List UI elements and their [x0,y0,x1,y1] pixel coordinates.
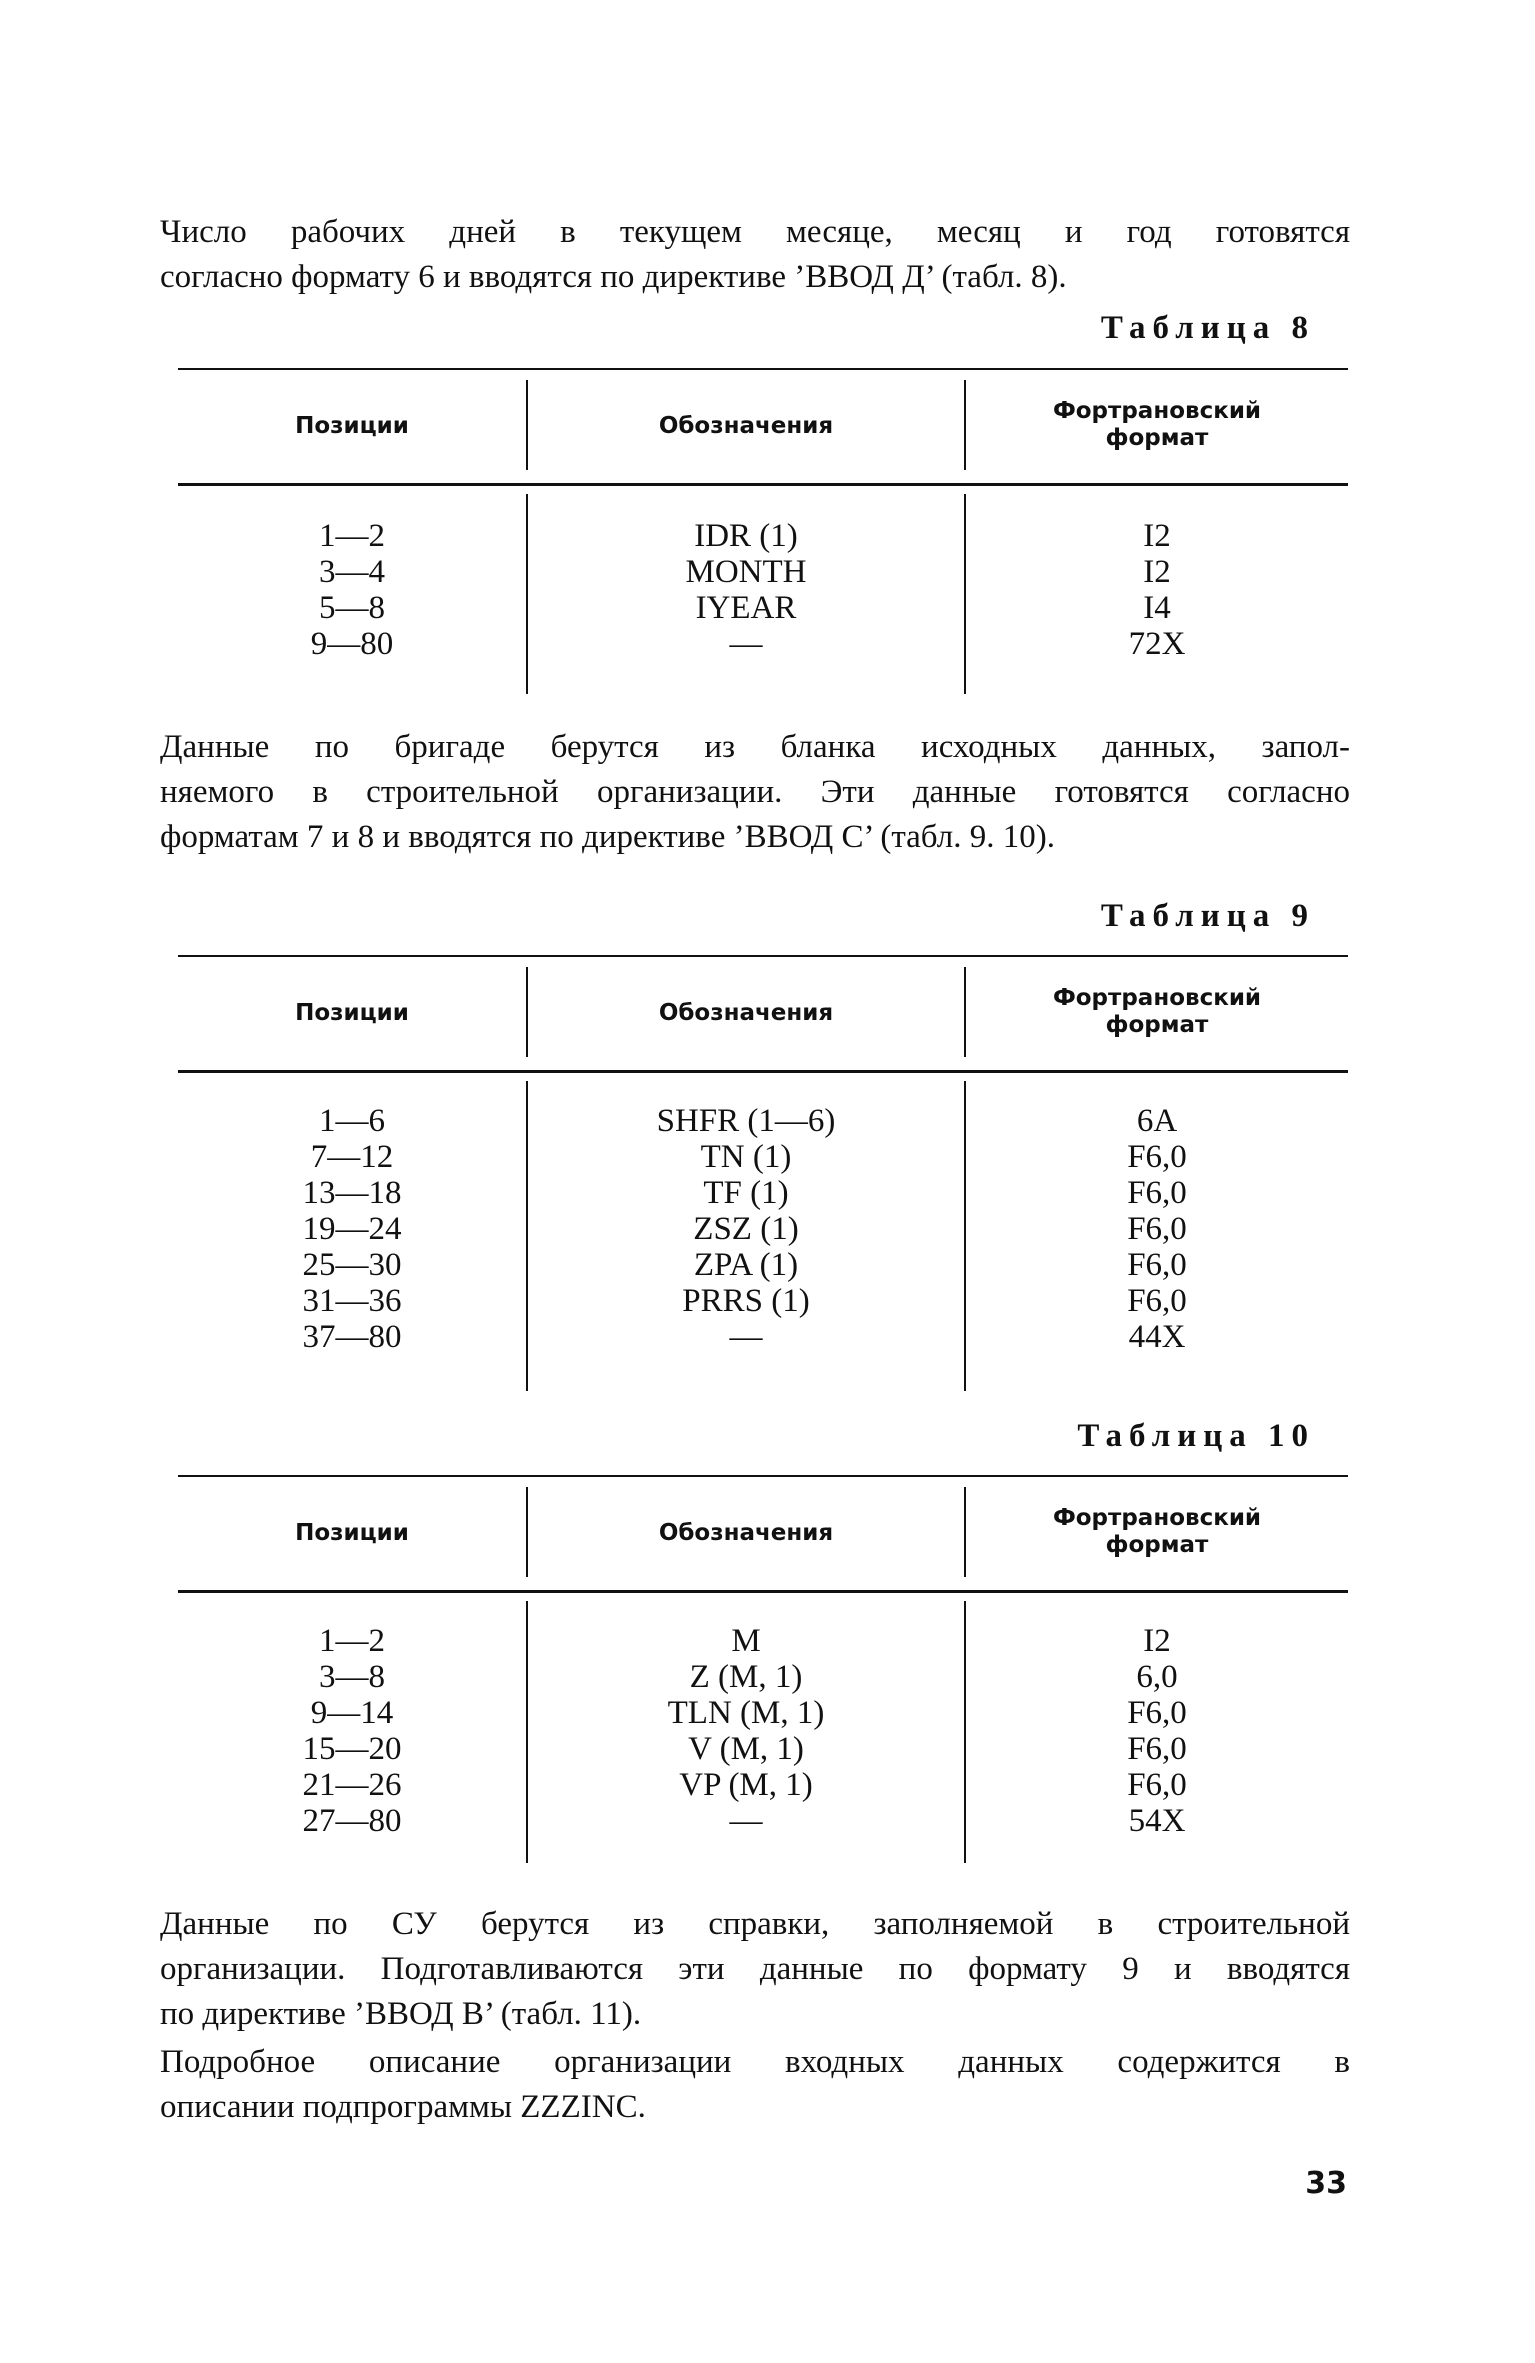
cell: 5—8 [319,590,385,626]
cell: I2 [1143,1623,1171,1659]
cell: ZSZ (1) [693,1211,799,1247]
cell: 72X [1128,626,1186,662]
header-format-line-1: Фортрановский [1052,1505,1262,1531]
cell: I4 [1143,590,1171,626]
cell: ZPA (1) [693,1247,799,1283]
cell: TN (1) [700,1139,792,1175]
column-format [966,1103,1348,1355]
header-positions: Позиции [295,1000,409,1026]
column-positions [178,1623,526,1839]
cell: TLN (M, 1) [667,1695,825,1731]
paragraph-2-line-1: Данные по бригаде берутся из бланка исходных данных, запол- [160,729,1350,765]
cell: 31—36 [302,1283,402,1319]
paragraph-3-line-1: Данные по СУ берутся из справки, заполняемой в строительной [160,1906,1350,1942]
header-format [966,1505,1348,1559]
cell: I2 [1143,554,1171,590]
column-positions [178,518,526,662]
header-format-line-2: формат [1105,425,1209,451]
cell: VP (M, 1) [679,1767,813,1803]
cell: 37—80 [302,1319,402,1355]
page-number: 33 [1305,2166,1347,2201]
column-designations [528,518,964,662]
paragraph-2-line-2: няемого в строительной организации. Эти данные готовятся согласно [160,774,1350,810]
header-format [966,398,1348,452]
header-format [966,985,1348,1039]
cell: 7—12 [310,1139,394,1175]
table-header-rule [178,1590,1348,1593]
table-header-rule [178,1070,1348,1073]
paragraph-2-line-3: форматам 7 и 8 и вводятся по директиве ’ВВОД С’ (табл. 9. 10). [160,819,1055,855]
header-format-line-2: формат [1105,1532,1209,1558]
cell: IYEAR [695,590,797,626]
paragraph-4-line-1: Подробное описание организации входных данных содержится в [160,2044,1350,2080]
table-9 [178,955,1348,1395]
cell: 6,0 [1136,1659,1178,1695]
cell: 44X [1128,1319,1186,1355]
cell: F6,0 [1127,1731,1187,1767]
cell: 1—6 [319,1103,385,1139]
table-top-rule [178,955,1348,957]
cell: F6,0 [1127,1211,1187,1247]
cell: SHFR (1—6) [656,1103,836,1139]
header-designations: Обозначения [658,1000,834,1026]
cell: 13—18 [302,1175,402,1211]
cell: F6,0 [1127,1247,1187,1283]
cell: 9—14 [310,1695,394,1731]
cell: M [731,1623,761,1659]
cell: F6,0 [1127,1767,1187,1803]
header-format-line-2: формат [1105,1012,1209,1038]
cell: — [729,626,763,662]
cell: 1—2 [319,518,385,554]
column-designations [528,1623,964,1839]
cell: TF (1) [703,1175,789,1211]
cell: MONTH [685,554,807,590]
cell: 19—24 [302,1211,402,1247]
cell: 9—80 [310,626,394,662]
paragraph-1-line-1: Число рабочих дней в текущем месяце, месяц и год готовятся [160,214,1350,250]
cell: V (M, 1) [688,1731,804,1767]
cell: 27—80 [302,1803,402,1839]
table-top-rule [178,1475,1348,1477]
header-positions: Позиции [295,1520,409,1546]
column-designations [528,1103,964,1355]
table-top-rule [178,368,1348,370]
cell: F6,0 [1127,1175,1187,1211]
table-8-caption: Таблица 8 [1100,310,1315,346]
header-format-line-1: Фортрановский [1052,398,1262,424]
cell: Z (M, 1) [689,1659,803,1695]
cell: 3—8 [319,1659,385,1695]
cell: 21—26 [302,1767,402,1803]
table-10 [178,1475,1348,1865]
cell: — [729,1803,763,1839]
cell: 15—20 [302,1731,402,1767]
paragraph-3-line-2: организации. Подготавливаются эти данные по формату 9 и вводятся [160,1951,1350,1987]
cell: I2 [1143,518,1171,554]
column-format [966,518,1348,662]
table-8 [178,368,1348,698]
cell: F6,0 [1127,1695,1187,1731]
paragraph-3-line-3: по директиве ’ВВОД В’ (табл. 11). [160,1996,642,2032]
cell: PRRS (1) [682,1283,810,1319]
column-format [966,1623,1348,1839]
cell: 25—30 [302,1247,402,1283]
cell: 54X [1128,1803,1186,1839]
paragraph-4-line-2: описании подпрограммы ZZZINC. [160,2089,646,2125]
table-header-rule [178,483,1348,486]
cell: IDR (1) [694,518,798,554]
cell: F6,0 [1127,1139,1187,1175]
cell: — [729,1319,763,1355]
header-positions: Позиции [295,413,409,439]
header-designations: Обозначения [658,413,834,439]
cell: 3—4 [319,554,385,590]
header-format-line-1: Фортрановский [1052,985,1262,1011]
table-9-caption: Таблица 9 [1100,898,1315,934]
paragraph-1-line-2: согласно формату 6 и вводятся по директиве ’ВВОД Д’ (табл. 8). [160,259,1067,295]
cell: F6,0 [1127,1283,1187,1319]
column-positions [178,1103,526,1355]
header-designations: Обозначения [658,1520,834,1546]
cell: 1—2 [319,1623,385,1659]
cell: 6A [1136,1103,1178,1139]
table-10-caption: Таблица 10 [1077,1418,1315,1454]
